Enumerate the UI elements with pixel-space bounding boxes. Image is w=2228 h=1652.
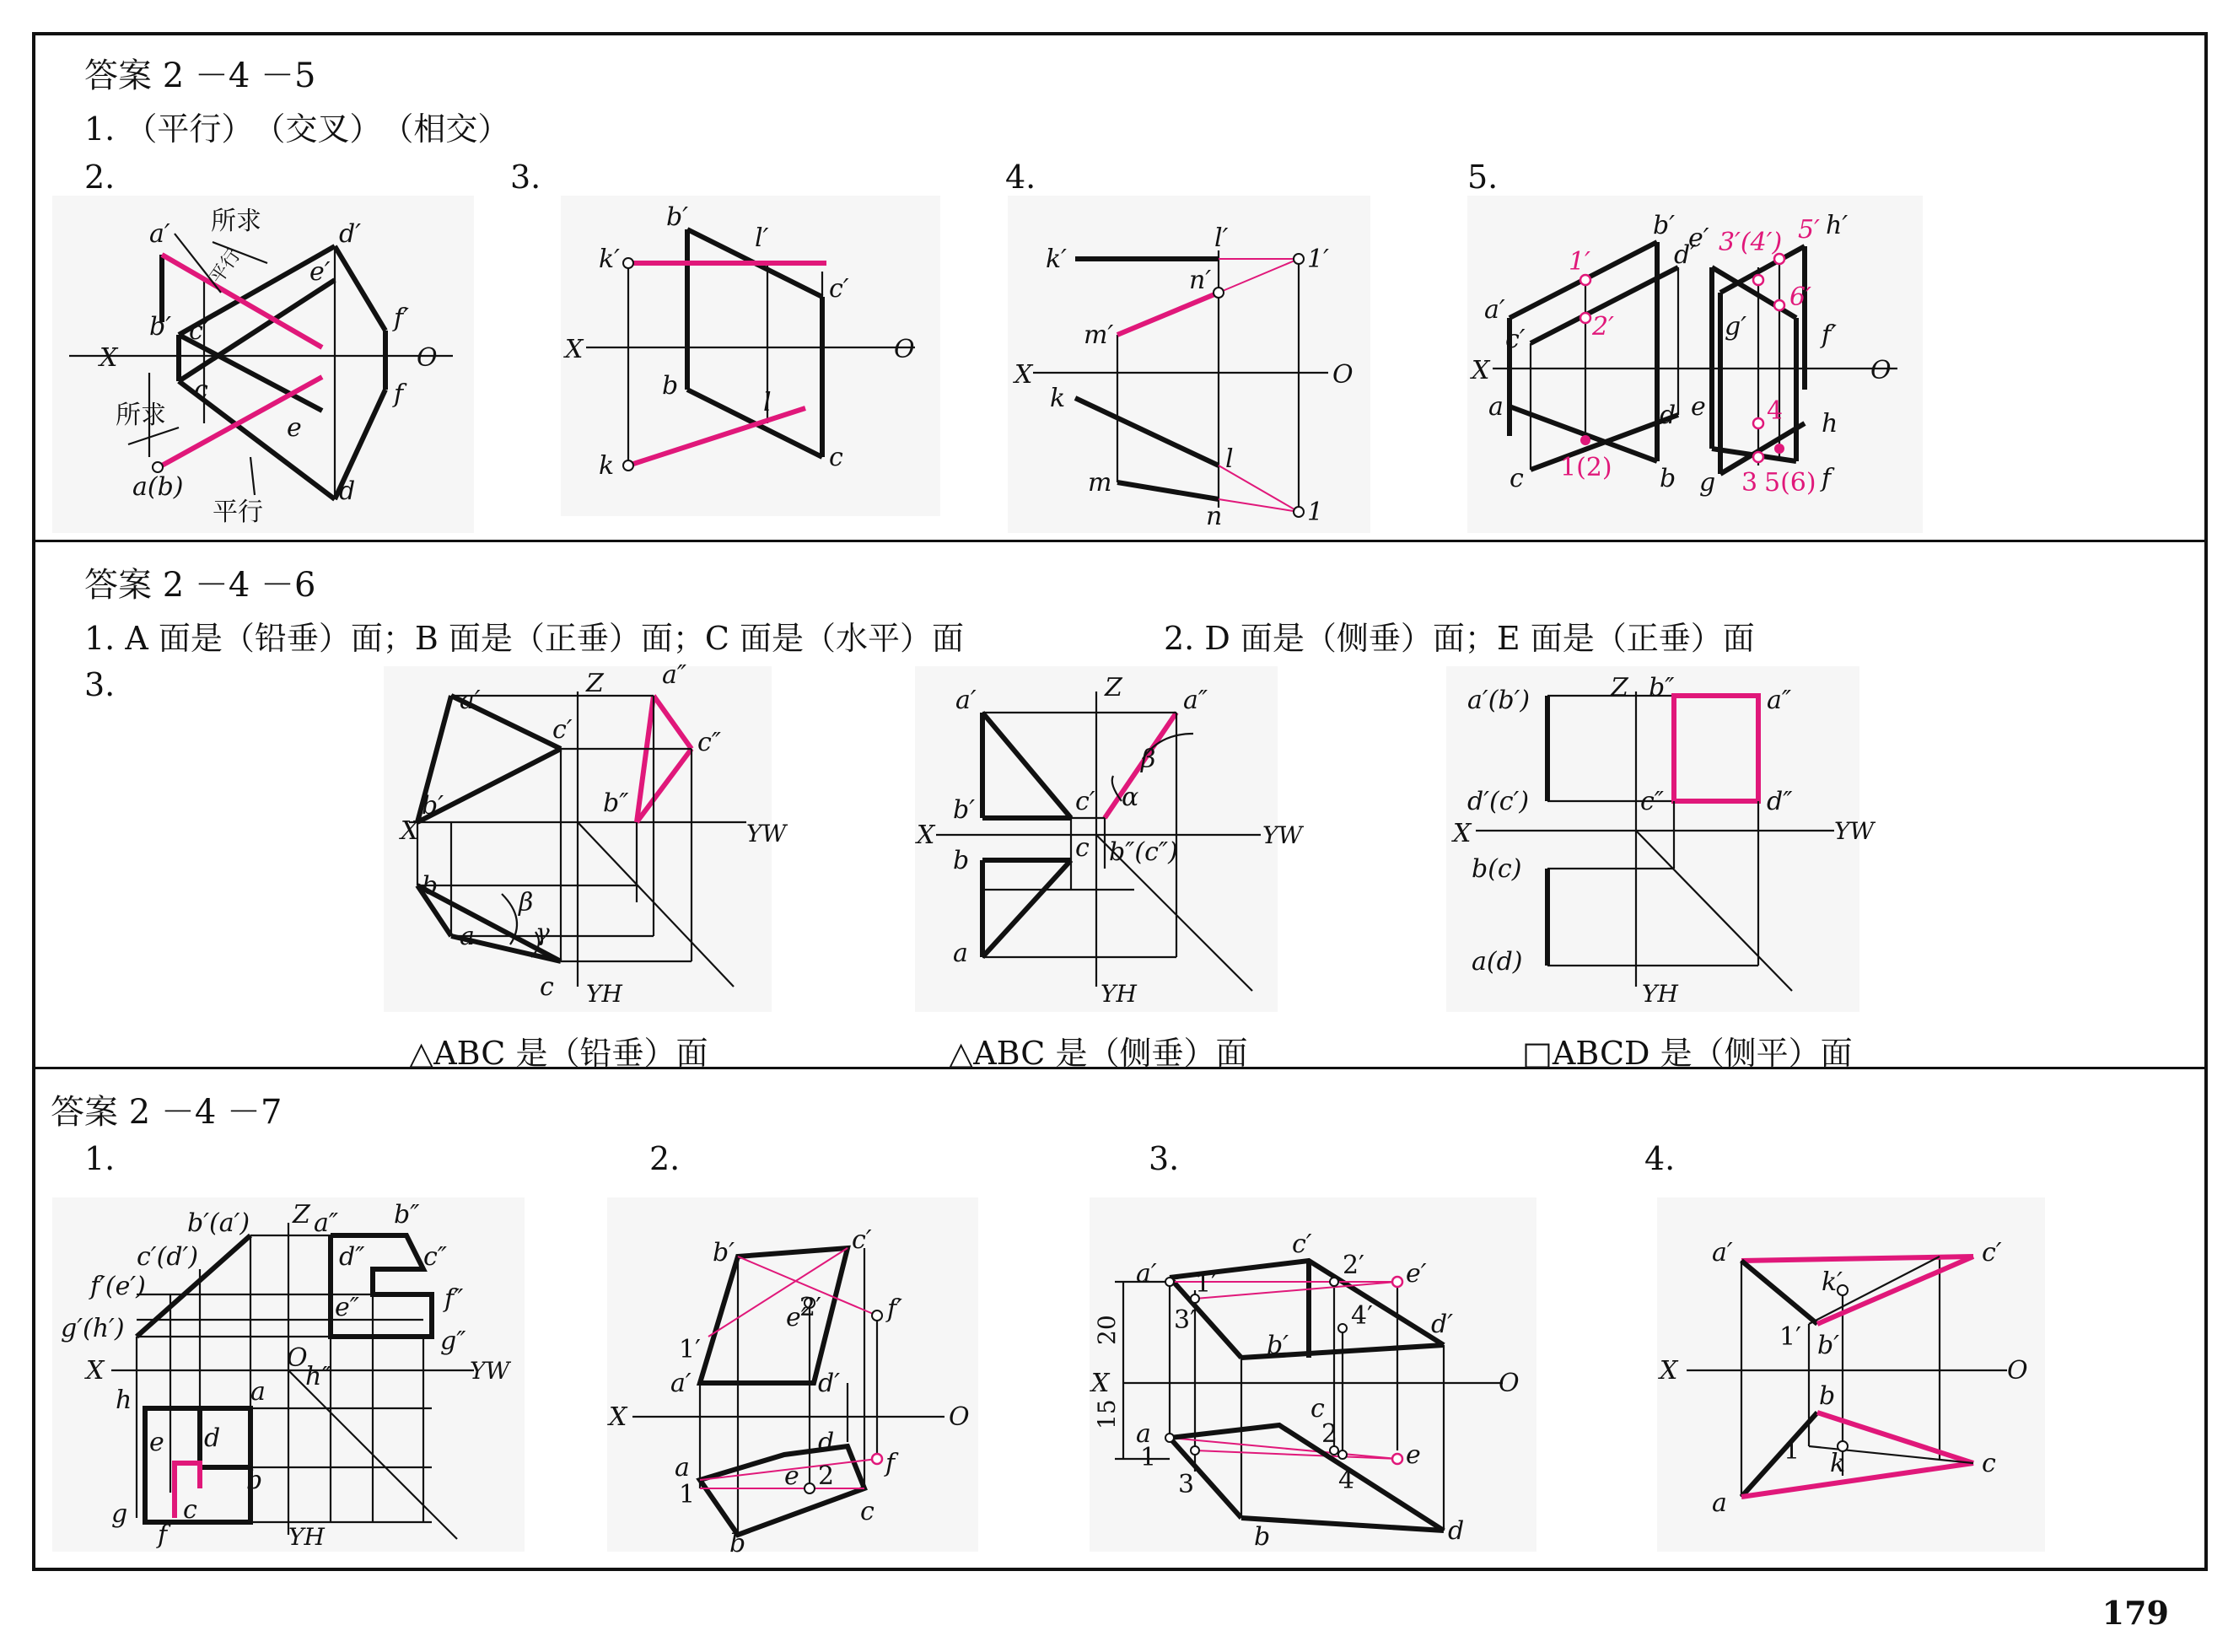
figure-label: 所求 [211, 207, 261, 236]
figure-label: c′ [1982, 1238, 2002, 1267]
figure-label: 5(6) [1764, 468, 1816, 498]
figure-label: b [662, 371, 679, 401]
figure-label: a [675, 1453, 690, 1482]
figure-label: YH [1642, 980, 1678, 1008]
answer-2-4-5-q1: 1. （平行） （交叉） （相交） [84, 110, 510, 148]
figure-2-4-6-3a [384, 660, 787, 1012]
figure-label: O [1499, 1369, 1520, 1398]
figure-label: 3′(4′) [1719, 228, 1783, 257]
figure-label: c′ [1075, 787, 1095, 816]
figure-label: X [1014, 360, 1033, 390]
figure-label: g′ [1725, 312, 1747, 342]
figure-label: c′(d′) [137, 1242, 199, 1272]
figure-label: b [246, 1466, 263, 1495]
figure-2-4-7-1 [52, 1197, 525, 1552]
figure-label: β [519, 888, 534, 917]
figure-label: O [1332, 360, 1353, 390]
figure-label: c [1982, 1449, 1996, 1478]
figure-label: 2′ [1343, 1251, 1364, 1280]
figure-label: f″ [444, 1284, 464, 1314]
figure-label: a [1488, 392, 1504, 422]
figure-label: f′ [887, 1294, 902, 1324]
figure-label: YH [1101, 980, 1137, 1008]
figure-label: f [158, 1520, 168, 1550]
figure-label: f [394, 379, 404, 409]
figure-label: 1′ [1779, 1322, 1801, 1352]
figure-label: d″ [339, 1242, 365, 1272]
figure-label: c [540, 972, 554, 1002]
figure-2-4-5-3 [561, 196, 940, 516]
figure-label: γ [535, 918, 550, 946]
figure-label: a′ [149, 219, 170, 249]
figure-label: g″ [440, 1326, 466, 1356]
figure-label: h′ [1826, 211, 1849, 240]
figure-label: k′ [1822, 1267, 1843, 1297]
figure-2-4-6-3b [915, 666, 1303, 1012]
figure-label: c′ [829, 274, 849, 304]
figure-label: b [422, 871, 439, 901]
figure-label: c′ [852, 1225, 872, 1255]
figure-label: 1 [1784, 1436, 1800, 1466]
figure-label: d [818, 1428, 835, 1457]
answer-2-4-6-q1: 1. A 面是（铅垂）面；B 面是（正垂）面；C 面是（水平）面 [84, 620, 965, 657]
figure-label: 1′ [1569, 247, 1590, 277]
figure-label: b′(a′) [187, 1208, 250, 1238]
caption-abc-2: △ABC 是（侧垂）面 [949, 1035, 1248, 1072]
figure-label: k [599, 451, 615, 481]
figure-label: a″ [1767, 686, 1792, 715]
figure-label: n [1206, 502, 1223, 531]
figure-label: a′ [1484, 295, 1505, 325]
q4-number: 4. [1005, 159, 1036, 196]
figure-label: l′ [1214, 223, 1229, 253]
figure-label: 4 [1338, 1466, 1355, 1495]
section-heading-2-4-6: 答案 2 －4 －6 [84, 566, 316, 605]
figure-label: O [2007, 1356, 2028, 1386]
figure-2-4-7-2 [607, 1197, 978, 1558]
figure-label: b′ [666, 202, 689, 232]
q3-number-2-4-6: 3. [84, 666, 116, 703]
figure-label: b [729, 1529, 746, 1558]
figure-label: X [86, 1356, 105, 1386]
figure-label: a [953, 939, 968, 968]
figure-label: 2 [1321, 1419, 1338, 1449]
figure-label: c′ [1292, 1230, 1312, 1259]
figure-label: c [183, 1495, 197, 1525]
answer-2-4-6-q2: 2. D 面是（侧垂）面；E 面是（正垂）面 [1164, 620, 1755, 657]
figure-label: c [1075, 833, 1090, 863]
figure-label: d′ [339, 219, 362, 249]
figure-label: YW [1834, 817, 1875, 845]
figure-label: g [1699, 468, 1716, 498]
figure-label: X [100, 343, 118, 373]
figure-label: X [1472, 356, 1490, 385]
figure-label: 6′ [1789, 283, 1811, 312]
caption-abcd-3: □ABCD 是（侧平）面 [1522, 1035, 1853, 1072]
figure-label: Z [1611, 673, 1628, 702]
figure-label: b″ [603, 788, 629, 818]
figure-label: f [885, 1449, 896, 1478]
figure-label: 所求 [116, 401, 166, 430]
figure-label: n′ [1189, 266, 1212, 295]
q2-number-2-4-7: 2. [649, 1140, 681, 1177]
figure-2-4-5-4 [1008, 196, 1370, 533]
figure-label: YH [586, 980, 622, 1008]
q3-number-2-4-7: 3. [1149, 1140, 1180, 1177]
figure-label: 平行 [213, 498, 263, 527]
figure-label: 1 [679, 1480, 696, 1509]
figure-label: c [194, 375, 208, 405]
figure-label: b″(c″) [1109, 837, 1178, 867]
figure-label: a″ [1183, 686, 1208, 715]
figure-label: O [1870, 356, 1892, 385]
section-divider-1 [32, 540, 2208, 542]
figure-label: Z [293, 1200, 310, 1230]
figure-label: b(c) [1472, 854, 1522, 884]
figure-label: O [417, 343, 438, 373]
figure-label: b′ [1817, 1331, 1840, 1360]
figure-label: a [250, 1377, 266, 1407]
figure-label: a′(b′) [1467, 686, 1531, 715]
figure-label: c [860, 1497, 875, 1526]
figure-label: YW [1262, 821, 1303, 849]
section-heading-2-4-7: 答案 2 －4 －7 [51, 1093, 283, 1132]
figure-label: c″ [423, 1242, 448, 1272]
figure-label: d [204, 1423, 221, 1453]
figure-label: f′ [394, 304, 409, 333]
figure-label: b″ [1649, 673, 1675, 702]
figure-label: O [894, 335, 915, 364]
figure-label: b [1254, 1522, 1271, 1552]
figure-label: d′ [1674, 240, 1697, 270]
figure-label: O [949, 1402, 970, 1432]
figure-label: f′(e′) [90, 1272, 146, 1301]
figure-label: 2′ [799, 1293, 821, 1322]
figure-label: b′ [1653, 211, 1676, 240]
figure-label: e [1406, 1440, 1421, 1470]
figure-label: b′ [953, 795, 976, 825]
figure-2-4-5-2 [52, 196, 474, 533]
figure-label: Z [1105, 673, 1122, 702]
figure-label: d″ [1767, 787, 1793, 816]
figure-label: h [116, 1386, 132, 1415]
figure-label: 15 [1093, 1399, 1121, 1429]
q2-number: 2. [84, 159, 116, 196]
figure-label: c [1310, 1394, 1325, 1423]
figure-label: a″ [662, 660, 687, 690]
figure-label: c′ [189, 316, 209, 346]
figure-2-4-5-5 [1467, 196, 1923, 533]
figure-label: 5′ [1798, 215, 1820, 245]
figure-label: e [1691, 392, 1706, 422]
figure-label: e [784, 1461, 799, 1491]
figure-2-4-7-3 [1090, 1197, 1536, 1552]
figure-label: c′ [552, 715, 573, 745]
figure-label: b′ [149, 312, 172, 342]
figure-label: β [1141, 745, 1156, 774]
figure-label: b′ [1267, 1331, 1289, 1360]
figure-label: X [1453, 819, 1472, 848]
q3-number: 3. [510, 159, 541, 196]
figure-label: O [287, 1343, 308, 1373]
figure-label: 3 [1178, 1470, 1195, 1499]
figure-label: h [1822, 409, 1838, 439]
figure-label: c″ [1640, 787, 1665, 816]
figure-label: l [1225, 444, 1234, 474]
figure-label: c′ [1505, 325, 1526, 354]
figure-label: b [1660, 464, 1676, 493]
figure-label: l′ [755, 223, 769, 253]
section-heading-2-4-5: 答案 2 －4 －5 [84, 57, 316, 95]
q1-number-2-4-7: 1. [84, 1140, 116, 1177]
figure-label: 3′ [1174, 1305, 1196, 1335]
figure-label: 1 [1307, 498, 1324, 527]
figure-label: b′ [422, 791, 444, 821]
figure-label: 2 [818, 1461, 835, 1491]
figure-label: a′ [1136, 1259, 1157, 1289]
q4-number-2-4-7: 4. [1644, 1140, 1676, 1177]
figure-label: e [149, 1428, 164, 1457]
figure-label: m′ [1084, 320, 1114, 350]
figure-label: b [953, 846, 970, 875]
figure-label: X [609, 1402, 627, 1432]
figure-label: e′ [1406, 1259, 1427, 1289]
figure-label: a′ [1712, 1238, 1733, 1267]
figure-label: 4′ [1351, 1301, 1373, 1331]
figure-label: c″ [697, 728, 722, 757]
figure-label: Z [586, 669, 604, 698]
figure-label: l [763, 388, 772, 417]
figure-label: YW [470, 1357, 510, 1385]
figure-label: X [401, 816, 419, 846]
figure-label: b′ [713, 1238, 735, 1267]
figure-label: 1(2) [1560, 453, 1612, 482]
figure-label: a [1712, 1488, 1727, 1518]
figure-label: 1 [1140, 1443, 1157, 1472]
figure-label: 1′ [1195, 1269, 1217, 1299]
figure-label: e [287, 413, 302, 443]
figure-label: a [460, 922, 475, 951]
figure-label: k′ [1046, 245, 1067, 274]
figure-label: d [339, 476, 356, 506]
figure-label: f′ [1822, 320, 1837, 350]
page-number: 179 [2102, 1594, 2169, 1632]
figure-label: X [1660, 1356, 1678, 1386]
figure-label: d′(c′) [1467, 787, 1530, 816]
figure-label: YW [746, 820, 787, 848]
figure-label: X [917, 821, 935, 850]
figure-label: k [1050, 384, 1066, 413]
figure-label: b [1819, 1381, 1836, 1411]
figure-label: d′ [1431, 1310, 1454, 1339]
figure-label: α [1122, 783, 1139, 812]
figure-label: e′ [309, 257, 331, 287]
figure-label: 4 [1767, 396, 1784, 426]
figure-label: 20 [1093, 1315, 1121, 1345]
figure-label: k [1830, 1449, 1846, 1478]
figure-label: a′ [955, 686, 977, 715]
figure-label: a(b) [132, 472, 184, 502]
caption-abc-1: △ABC 是（铅垂）面 [409, 1035, 708, 1072]
figure-label: d [1448, 1516, 1465, 1546]
figure-label: k′ [599, 245, 620, 274]
figure-label: e′ [786, 1303, 807, 1332]
figure-label: a″ [314, 1208, 339, 1238]
figure-label: 3 [1741, 468, 1758, 498]
figure-label: g [111, 1499, 128, 1529]
figure-label: h″ [305, 1362, 331, 1391]
figure-label: 1′ [1307, 245, 1329, 274]
figure-2-4-7-4 [1657, 1197, 2045, 1552]
figure-label: X [565, 335, 584, 364]
figure-label: e′ [1688, 223, 1709, 253]
figure-label: d′ [818, 1369, 841, 1398]
figure-label: b″ [394, 1200, 420, 1230]
figure-label: f [1822, 464, 1832, 493]
figure-label: c [1510, 464, 1524, 493]
figure-label: c [829, 443, 843, 472]
figure-label: a [1136, 1419, 1151, 1449]
figure-label: X [1091, 1369, 1110, 1398]
figure-2-4-6-3c [1446, 666, 1875, 1012]
figure-label: e″ [335, 1293, 359, 1322]
figure-label: g′(h′) [61, 1314, 125, 1343]
figure-label: 2′ [1592, 312, 1614, 342]
figure-label: 1′ [679, 1335, 701, 1364]
figure-label: a′ [670, 1369, 692, 1398]
q5-number: 5. [1467, 159, 1499, 196]
figure-label: a′ [460, 686, 481, 715]
figure-label: YH [288, 1523, 325, 1551]
figure-label: 平行 [206, 245, 245, 288]
figure-label: d [1660, 401, 1676, 430]
figure-label: m [1088, 468, 1112, 498]
figure-label: a(d) [1472, 947, 1523, 977]
